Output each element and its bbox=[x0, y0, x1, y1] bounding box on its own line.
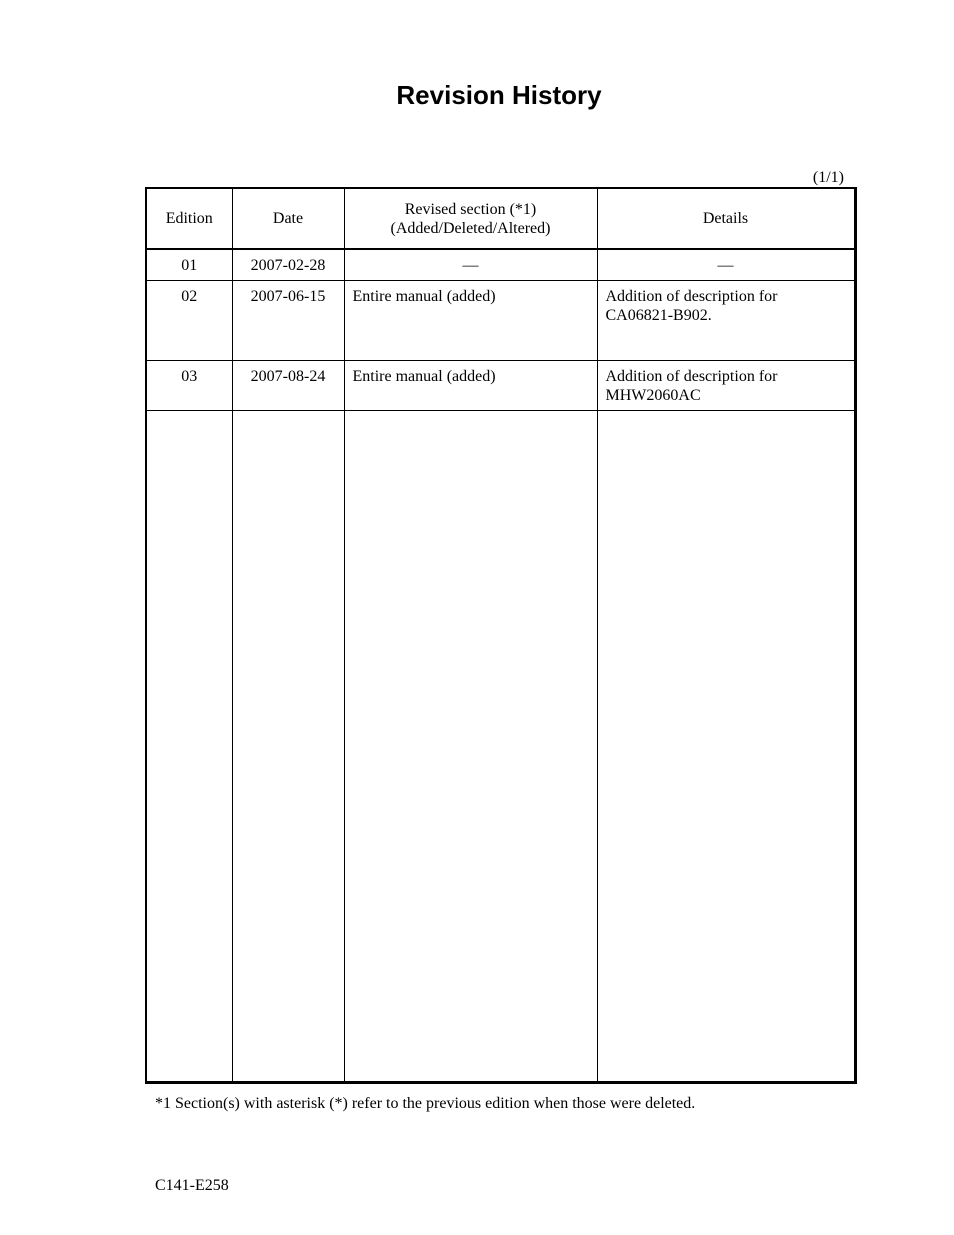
header-edition: Edition bbox=[146, 188, 232, 249]
cell-edition: 02 bbox=[146, 281, 232, 361]
empty-cell bbox=[232, 411, 344, 1083]
empty-cell bbox=[597, 411, 855, 1083]
details-line: Addition of description for bbox=[605, 368, 778, 385]
cell-date: 2007-02-28 bbox=[232, 249, 344, 281]
details-line: CA06821-B902. bbox=[605, 307, 712, 324]
table-row bbox=[146, 361, 855, 411]
empty-cell bbox=[146, 411, 232, 1083]
footnote: *1 Section(s) with asterisk (*) refer to the previous edition when those were deleted. bbox=[155, 1095, 696, 1112]
table-row bbox=[146, 249, 855, 281]
empty-cell bbox=[344, 411, 597, 1083]
cell-section: Entire manual (added) bbox=[344, 361, 597, 411]
cell-edition: 03 bbox=[146, 361, 232, 411]
cell-edition: 01 bbox=[146, 249, 232, 281]
table-row bbox=[146, 281, 855, 361]
cell-date: 2007-06-15 bbox=[232, 281, 344, 361]
page-counter: (1/1) bbox=[812, 169, 844, 186]
cell-details bbox=[597, 361, 855, 411]
header-date: Date bbox=[232, 188, 344, 249]
header-revised-line1: Revised section (*1) bbox=[404, 200, 537, 218]
cell-section: Entire manual (added) bbox=[344, 281, 597, 361]
cell-date: 2007-08-24 bbox=[232, 361, 344, 411]
header-revised-line2: (Added/Deleted/Altered) bbox=[390, 219, 551, 237]
page-title: Revision History bbox=[396, 80, 602, 110]
header-revised-section bbox=[344, 188, 597, 249]
revision-history-table bbox=[145, 187, 857, 1084]
details-line: MHW2060AC bbox=[605, 387, 701, 404]
document-code: C141-E258 bbox=[155, 1177, 229, 1194]
table-header-row bbox=[146, 188, 855, 249]
cell-section: — bbox=[344, 249, 597, 281]
header-details: Details bbox=[597, 188, 855, 249]
cell-details bbox=[597, 281, 855, 361]
empty-table-row bbox=[146, 411, 855, 1083]
cell-details: — bbox=[597, 249, 855, 281]
details-line: Addition of description for bbox=[605, 288, 778, 305]
